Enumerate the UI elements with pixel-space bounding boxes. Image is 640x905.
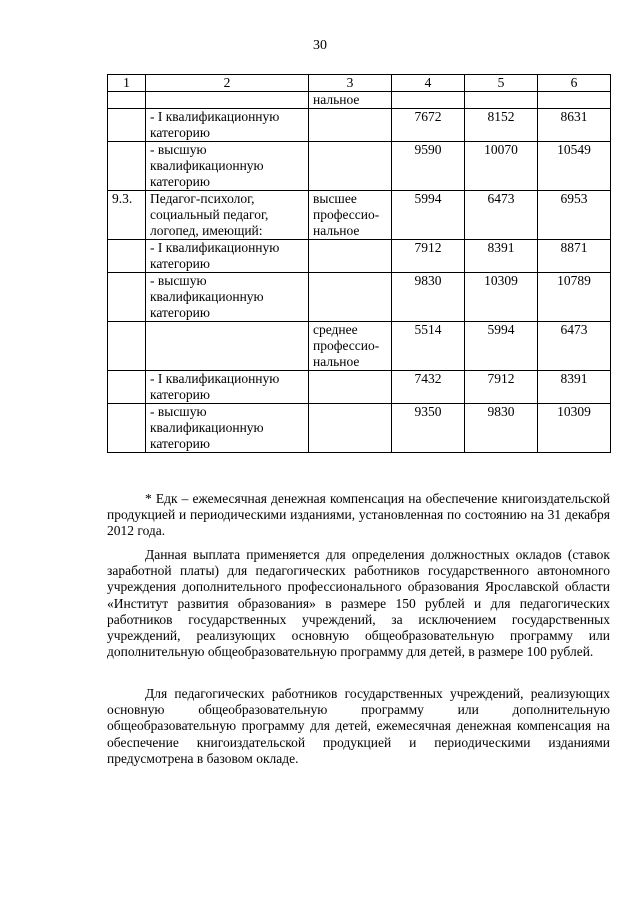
position-cell bbox=[146, 322, 309, 371]
page-number: 30 bbox=[313, 38, 327, 53]
salary-cell: 9830 bbox=[465, 404, 538, 453]
education-cell bbox=[309, 109, 392, 142]
salary-cell: 8152 bbox=[465, 109, 538, 142]
salary-cell: 8391 bbox=[538, 371, 611, 404]
table-row bbox=[108, 273, 611, 322]
salary-cell: 9350 bbox=[392, 404, 465, 453]
body-paragraph: Данная выплата применяется для определения должностных окладов (ставок заработной платы) для педагогических работников государственного автономного учреждения дополнительного профессионального образования Ярославской области «Институт развития образования» в размере 150 рублей и для педагогических работников государственных учреждений, за исключением государственных учреждений, реализующих основную общеобразовательную программу или дополнительную общеобразовательную программу для детей, в размере 100 рублей. bbox=[107, 547, 610, 660]
position-cell: - высшую квалификационную категорию bbox=[146, 273, 309, 322]
salary-cell: 5994 bbox=[392, 191, 465, 240]
row-number-cell bbox=[108, 109, 146, 142]
salary-cell: 6473 bbox=[538, 322, 611, 371]
education-cell bbox=[309, 142, 392, 191]
table-row bbox=[108, 322, 611, 371]
row-number-cell bbox=[108, 322, 146, 371]
position-cell bbox=[146, 92, 309, 109]
footnote-block bbox=[107, 491, 610, 540]
salary-cell: 9830 bbox=[392, 273, 465, 322]
salary-cell: 10789 bbox=[538, 273, 611, 322]
education-cell: нальное bbox=[309, 92, 392, 109]
salary-cell: 8631 bbox=[538, 109, 611, 142]
salary-cell: 5514 bbox=[392, 322, 465, 371]
header-cell: 2 bbox=[146, 75, 309, 92]
education-cell bbox=[309, 240, 392, 273]
table-row bbox=[108, 240, 611, 273]
footnote-paragraph: * Едк – ежемесячная денежная компенсация на обеспечение книгоиздательской продукцией и периодическими изданиями, установленная по состоянию на 31 декабря 2012 года. bbox=[107, 491, 610, 539]
position-cell: - высшую квалификационную категорию bbox=[146, 404, 309, 453]
salary-cell: 5994 bbox=[465, 322, 538, 371]
row-number-cell bbox=[108, 273, 146, 322]
position-cell: - I квалификационную категорию bbox=[146, 371, 309, 404]
education-cell: высшее профессио- нальное bbox=[309, 191, 392, 240]
body-paragraph: Для педагогических работников государственных учреждений, реализующих основную общеобразовательную программу или дополнительную общеобразовательную программу для детей, ежемесячная денежная компенсация на обеспечение книгоиздательской продукцией и периодическими изданиями предусмотрена в базовом окладе. bbox=[107, 686, 610, 766]
salary-cell: 6953 bbox=[538, 191, 611, 240]
salary-cell: 7912 bbox=[392, 240, 465, 273]
salary-table bbox=[107, 74, 611, 453]
education-cell bbox=[309, 371, 392, 404]
table-row bbox=[108, 404, 611, 453]
salary-cell bbox=[392, 92, 465, 109]
row-number-cell: 9.3. bbox=[108, 191, 146, 240]
salary-cell: 8871 bbox=[538, 240, 611, 273]
table-header-row bbox=[108, 75, 611, 92]
salary-cell: 10070 bbox=[465, 142, 538, 191]
salary-cell bbox=[538, 92, 611, 109]
salary-cell: 10549 bbox=[538, 142, 611, 191]
education-cell bbox=[309, 273, 392, 322]
header-cell: 5 bbox=[465, 75, 538, 92]
education-cell: среднее профессио- нальное bbox=[309, 322, 392, 371]
position-cell: Педагог-психолог, социальный педагог, логопед, имеющий: bbox=[146, 191, 309, 240]
row-number-cell bbox=[108, 240, 146, 273]
header-cell: 3 bbox=[309, 75, 392, 92]
row-number-cell bbox=[108, 142, 146, 191]
table-row bbox=[108, 109, 611, 142]
salary-cell: 7672 bbox=[392, 109, 465, 142]
position-cell: - I квалификационную категорию bbox=[146, 240, 309, 273]
position-cell: - I квалификационную категорию bbox=[146, 109, 309, 142]
table-row bbox=[108, 191, 611, 240]
row-number-cell bbox=[108, 371, 146, 404]
table-row bbox=[108, 92, 611, 109]
salary-cell: 6473 bbox=[465, 191, 538, 240]
body-text-block bbox=[107, 686, 610, 767]
row-number-cell bbox=[108, 92, 146, 109]
header-cell: 4 bbox=[392, 75, 465, 92]
salary-cell: 9590 bbox=[392, 142, 465, 191]
position-cell: - высшую квалификационную категорию bbox=[146, 142, 309, 191]
salary-cell bbox=[465, 92, 538, 109]
salary-cell: 7912 bbox=[465, 371, 538, 404]
salary-cell: 10309 bbox=[465, 273, 538, 322]
education-cell bbox=[309, 404, 392, 453]
row-number-cell bbox=[108, 404, 146, 453]
salary-cell: 10309 bbox=[538, 404, 611, 453]
salary-cell: 8391 bbox=[465, 240, 538, 273]
header-cell: 6 bbox=[538, 75, 611, 92]
table-row bbox=[108, 142, 611, 191]
table-row bbox=[108, 371, 611, 404]
salary-cell: 7432 bbox=[392, 371, 465, 404]
body-text-block bbox=[107, 547, 610, 660]
header-cell: 1 bbox=[108, 75, 146, 92]
